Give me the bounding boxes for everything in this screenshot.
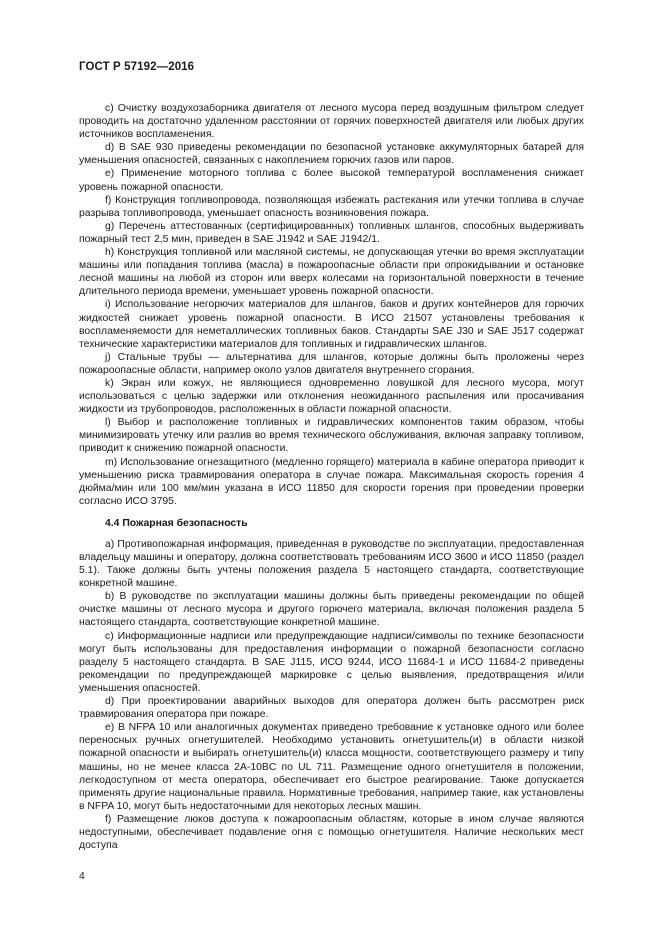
paragraph-j: j) Стальные трубы — альтернатива для шлангов, которые должны быть проложены через пожароопасные области, например около узлов двигателя внутреннего сгорания. xyxy=(79,351,584,376)
page-number: 4 xyxy=(79,871,85,882)
paragraph-c: c) Очистку воздухозаборника двигателя от лесного мусора перед воздушным фильтром следует проводить на достаточно удаленном расстоянии от горячих поверхностей двигателя или любых других источников воспламенения. xyxy=(79,103,584,141)
section-paragraph-c: c) Информационные надписи или предупреждающие надписи/символы по технике безопасности могут быть использованы для предоставления информации о пожарной безопасности согласно разделу 5 настоящего стандарта. В SAE J115, ИСО 9244, ИСО 11684-1 и ИСО 11684-2 приведены рекомендации по предупреждающей маркировке с целью выявления, предотвращения и/или уменьшения опасностей. xyxy=(79,630,584,694)
paragraph-k: k) Экран или кожух, не являющиеся одновременно ловушкой для лесного мусора, могут использоваться с целью задержки или отклонения неожиданного распыления или просачивания жидкости из трубопроводов, расположенных в области пожарной опасности. xyxy=(79,377,584,416)
paragraph-f: f) Конструкция топливопровода, позволяющая избежать растекания или утечки топлива в случае разрыва топливопровода, уменьшает опасность возникновения пожара. xyxy=(79,194,584,219)
paragraph-m: m) Использование огнезащитного (медленно горящего) материала в кабине оператора приводит к уменьшению риска травмирования оператора в случае пожара. Максимальная скорость горения 4 дюйма/мин или 100 мм/мин указана в ИСО 11850 для скорости горения при проведении проверки согласно ИСО 3795. xyxy=(79,456,584,507)
paragraph-d: d) В SAE 930 приведены рекомендации по безопасной установке аккумуляторных батарей для уменьшения опасностей, связанных с накоплением горючих газов или паров. xyxy=(79,142,584,167)
standard-id-header: ГОСТ Р 57192—2016 xyxy=(79,61,195,73)
section-paragraph-a: a) Противопожарная информация, приведенная в руководстве по эксплуатации, предоставленная владельцу машины и оператору, должна соответствовать требованиям ИСО 3600 и ИСО 11850 (раздел 5.1). Также должны быть учтены положения раздела 5 настоящего стандарта, соответствующие конкретной машине. xyxy=(79,538,584,590)
paragraph-g: g) Перечень аттестованных (сертифицированных) топливных шлангов, способных выдерживать пожарный тест 2,5 мин, приведен в SAE J1942 и SAE J1942/1. xyxy=(79,220,584,245)
section-paragraph-e: e) В NFPA 10 или аналогичных документах приведено требование к установке одного или более переносных ручных огнетушителей. Необходимо установить огнетушитель(и) в области низкой пожарной опасности и выбирать огнетушитель(и) класса мощности, соответствующего размеру и типу машины, но не менее класса 2A-10BC по UL 711. Размещение одного огнетушителя в положении, легкодоступном от места оператора, обеспечивает его быстрое реагирование. Также допускается применять другие национальные правила. Нормативные требования, например такие, как установлены в NFPA 10, могут быть недостаточными для некоторых лесных машин. xyxy=(79,722,584,812)
paragraph-l: l) Выбор и расположение топливных и гидравлических компонентов таким образом, чтобы минимизировать утечку или разлив во время технического обслуживания, включая заправку топливом, приводит к снижению пожарной опасности. xyxy=(79,417,584,455)
paragraph-i: i) Использование негорючих материалов для шлангов, баков и других контейнеров для горючих жидкостей снижает уровень пожарной опасности. В ИСО 21507 установлены требования к воспламеняемости для неметаллических топливных баков. Стандарты SAE J30 и SAE J517 содержат технические характеристики материалов для топливных и гидравлических шлангов. xyxy=(79,299,584,350)
section-heading: 4.4 Пожарная безопасность xyxy=(105,517,248,529)
body-text xyxy=(79,94,584,852)
section-paragraph-f: f) Размещение люков доступа к пожароопасным областям, которые в ином случае являются недоступными, обеспечивает подавление огня с помощью огнетушителя. Наличие нескольких мест доступа xyxy=(79,813,584,852)
paragraph-h: h) Конструкция топливной или масляной системы, не допускающая утечки во время эксплуатации машины или попадания топлива (масла) в пожароопасные области при опрокидывании и остановке лесной машины на любой из сторон или вверх колесами на горизонтальной поверхности в течение длительного периода времени, уменьшает уровень пожарной опасности. xyxy=(79,247,584,298)
paragraph-e: e) Применение моторного топлива с более высокой температурой воспламенения снижает уровень пожарной опасности. xyxy=(79,168,584,193)
section-paragraph-d: d) При проектировании аварийных выходов для оператора должен быть рассмотрен риск травмирования оператора при пожаре. xyxy=(79,696,584,721)
section-paragraph-b: b) В руководстве по эксплуатации машины должны быть приведены рекомендации по общей очистке машины от лесного мусора и другого горючего материала, включая положения раздела 5 настоящего стандарта, соответствующие конкретной машине. xyxy=(79,591,584,629)
